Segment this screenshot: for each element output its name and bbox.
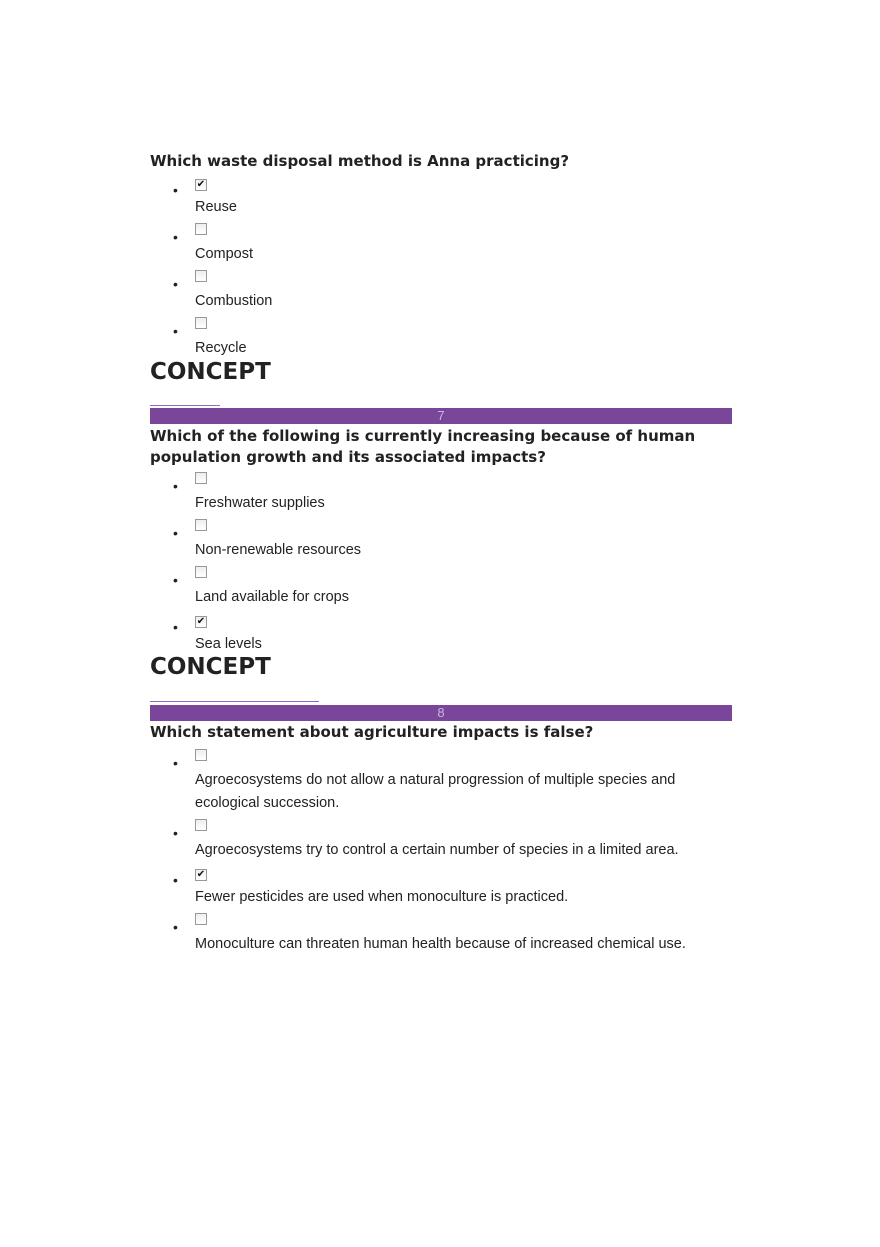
question-8	[150, 722, 732, 958]
option-label: Land available for crops	[195, 589, 349, 605]
checkbox[interactable]	[195, 317, 207, 329]
option-item	[150, 817, 732, 862]
checkbox[interactable]	[195, 566, 207, 578]
checkbox[interactable]	[195, 472, 207, 484]
question-text: Which waste disposal method is Anna practicing?	[150, 152, 570, 170]
option-label: Compost	[195, 246, 254, 262]
checkbox[interactable]	[195, 270, 207, 282]
concept-heading: CONCEPT	[150, 654, 271, 680]
option-label: Agroecosystems try to control a certain number of species in a limited area.	[195, 842, 679, 858]
checkbox[interactable]	[195, 819, 207, 831]
question-7	[150, 426, 732, 658]
bullet-icon: •	[173, 478, 178, 494]
bullet-icon: •	[173, 619, 178, 635]
checkbox[interactable]	[195, 519, 207, 531]
checked-checkbox[interactable]: ✔	[196, 869, 206, 880]
options-list	[150, 747, 732, 956]
bullet-icon: •	[173, 919, 178, 935]
bullet-icon: •	[173, 755, 178, 771]
option-label: Reuse	[195, 199, 237, 215]
bullet-icon: •	[173, 323, 178, 339]
checked-checkbox[interactable]: ✔	[196, 616, 206, 627]
option-item	[150, 174, 732, 219]
option-item	[150, 221, 732, 266]
option-label: Non-renewable resources	[195, 542, 362, 558]
options-list	[150, 470, 732, 656]
option-label: Sea levels	[195, 636, 262, 652]
option-item	[150, 911, 732, 956]
option-label: Monoculture can threaten human health because of increased chemical use.	[195, 936, 686, 952]
bullet-icon: •	[173, 825, 178, 841]
bullet-icon: •	[173, 182, 178, 198]
option-item	[150, 864, 732, 909]
question-text: Which statement about agriculture impacts is false?	[150, 723, 594, 741]
option-item	[150, 517, 732, 562]
option-item	[150, 747, 732, 815]
option-label: Fewer pesticides are used when monoculture is practiced.	[195, 889, 569, 905]
bullet-icon: •	[173, 525, 178, 541]
checked-checkbox[interactable]: ✔	[196, 179, 206, 190]
option-item	[150, 470, 732, 515]
question-6	[150, 151, 732, 362]
option-label: Recycle	[195, 340, 247, 356]
bullet-icon: •	[173, 572, 178, 588]
progress-indicator	[150, 405, 220, 406]
question-number-bar: 8	[150, 705, 732, 721]
bullet-icon: •	[173, 276, 178, 292]
option-label: Agroecosystems do not allow a natural progression of multiple species and ecological succession.	[195, 772, 676, 811]
option-item	[150, 315, 732, 360]
bullet-icon: •	[173, 229, 178, 245]
checkbox[interactable]	[195, 913, 207, 925]
progress-indicator	[150, 701, 319, 702]
option-item	[150, 564, 732, 609]
bullet-icon: •	[173, 872, 178, 888]
question-number-bar: 7	[150, 408, 732, 424]
options-list	[150, 174, 732, 360]
question-text: Which of the following is currently increasing because of human population growth and its associated impacts?	[150, 427, 696, 466]
option-label: Freshwater supplies	[195, 495, 325, 511]
option-label: Combustion	[195, 293, 273, 309]
option-item	[150, 611, 732, 656]
checkbox[interactable]	[195, 749, 207, 761]
checkbox[interactable]	[195, 223, 207, 235]
option-item	[150, 268, 732, 313]
concept-heading: CONCEPT	[150, 359, 271, 385]
